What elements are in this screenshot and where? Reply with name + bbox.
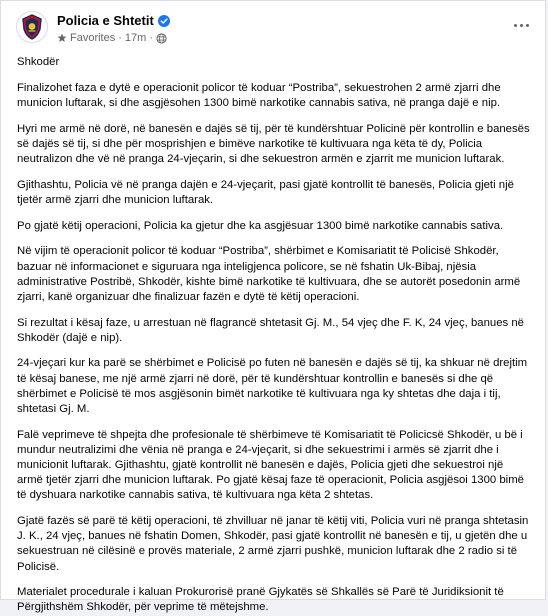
star-icon [57,33,67,43]
post-paragraph: Gjatë fazës së parë të këtij operacioni, të zhvilluar në janar të këtij viti, Policia vuri në pranga shtetasin J. K., 24 vjeç, banues në fshatin Domen, Shkodër, pasi gjatë kontrollit në banesën e tij, u gjetën dhe u sekuestruan në cilësinë e provës materiale, 2 armë zjarri pushkë, municion luftarak dhe 2 radio si të Policisë. [17,515,529,573]
post-paragraph: Gjithashtu, Policia vë në pranga dajën e 24-vjeçarit, pasi gjatë kontrollit të banesës, Policia gjeti një tjetër armë zjarri dhe municion luftarak. [17,179,514,207]
post-paragraph: Materialet procedurale i kaluan Prokurorisë pranë Gjykatës së Shkallës së Parë të Juridiksionit të Përgjithshëm Shkodër, për veprime të mëtejshme. [17,586,504,614]
post-time[interactable]: 17m [124,32,147,44]
verified-badge-icon [158,15,170,27]
page-name[interactable]: Policia e Shtetit [57,13,154,28]
post-header [1,1,545,51]
post-meta [57,32,167,44]
post-body [1,55,545,616]
more-options-button[interactable] [509,15,533,35]
post-paragraph: 24-vjeçari kur ka parë se shërbimet e Policisë po futen në banesën e dajës së tij, ka shkuar në drejtim të kësaj banese, me një armë zjarri në dorë, për të kundërshtuar kontrollin e banesës si dhe që shërbimet e Policisë të mos asgjësonin bimët narkotike të kultivuara nga ky shtetas dhe daja i tij, shtetasi Gj. M. [17,357,528,415]
page-name-row [57,13,170,28]
police-badge-icon [17,12,47,42]
post-paragraph: Po gjatë këtij operacioni, Policia ka gjetur dhe ka asgjësuar 1300 bimë narkotike cannabis sativa. [17,219,504,232]
audience-label[interactable]: Favorites [70,32,116,44]
post-paragraph: Finalizohet faza e dytë e operacionit policor të koduar “Postriba”, sekuestrohen 2 armë zjarri dhe municion luftarak, si dhe asgjësohen 1300 bimë narkotike cannabis sativa, në pranga dajë e nip. [17,82,501,110]
avatar[interactable] [16,11,48,43]
post-paragraph: Në vijim të operacionit policor të koduar “Postriba”, shërbimet e Komisariatit të Policisë Shkodër, bazuar në informacionet e siguruara nga inteligjenca policore, se në fshatin Uk-Bibaj, njësia administrative Postribë, Shkodër, kishte bimë narkotike të kultivuara, dhe se autorët posedonin armë zjarri, kanë organizuar dhe finalizuar fazën e dytë të këtij operacioni. [17,245,521,303]
meta-separator: · [118,32,122,44]
globe-icon [156,33,167,44]
post-paragraph: Falë veprimeve të shpejta dhe profesionale të shërbimeve të Komisariatit të Policicsë Shkodër, u bë i mundur neutralizimi dhe vënia në pranga e 24-vjeçarit, si dhe sekuestrimi i armës së zjarrit dhe i municionit luftarak. Gjithashtu, gjatë kontrollit në banesën e dajës, Policia gjeti dhe sekuestroi një armë tjetër zjarri dhe municion luftarak. Po gjatë kësaj faze të operacionit, Policia asgjësoi 1300 bimë të dyshuara narkotike cannabis sativa, të kultivuara nga këta 2 shtetas. [17,428,524,502]
more-dots-icon [514,24,517,27]
meta-separator-2: · [149,32,153,44]
post-paragraph-location: Shkodër [17,56,60,68]
post-paragraph: Hyri me armë në dorë, në banesën e dajës së tij, për të kundërshtuar Policinë për kontrollin e banesës së dajës së tij, si dhe për mosprishjen e bimëve narkotike të kultivuara nga këta të dy, Policia neutralizon dhe vë në pranga 24-vjeçarin, si dhe sekuestron armën e zjarrit me municion luftarak. [17,123,530,166]
post-paragraph: Si rezultat i kësaj faze, u arrestuan në flagrancë shtetasit Gj. M., 54 vjeç dhe F. K, 24 vjeç, banues në Shkodër (dajë e nip). [17,316,524,344]
